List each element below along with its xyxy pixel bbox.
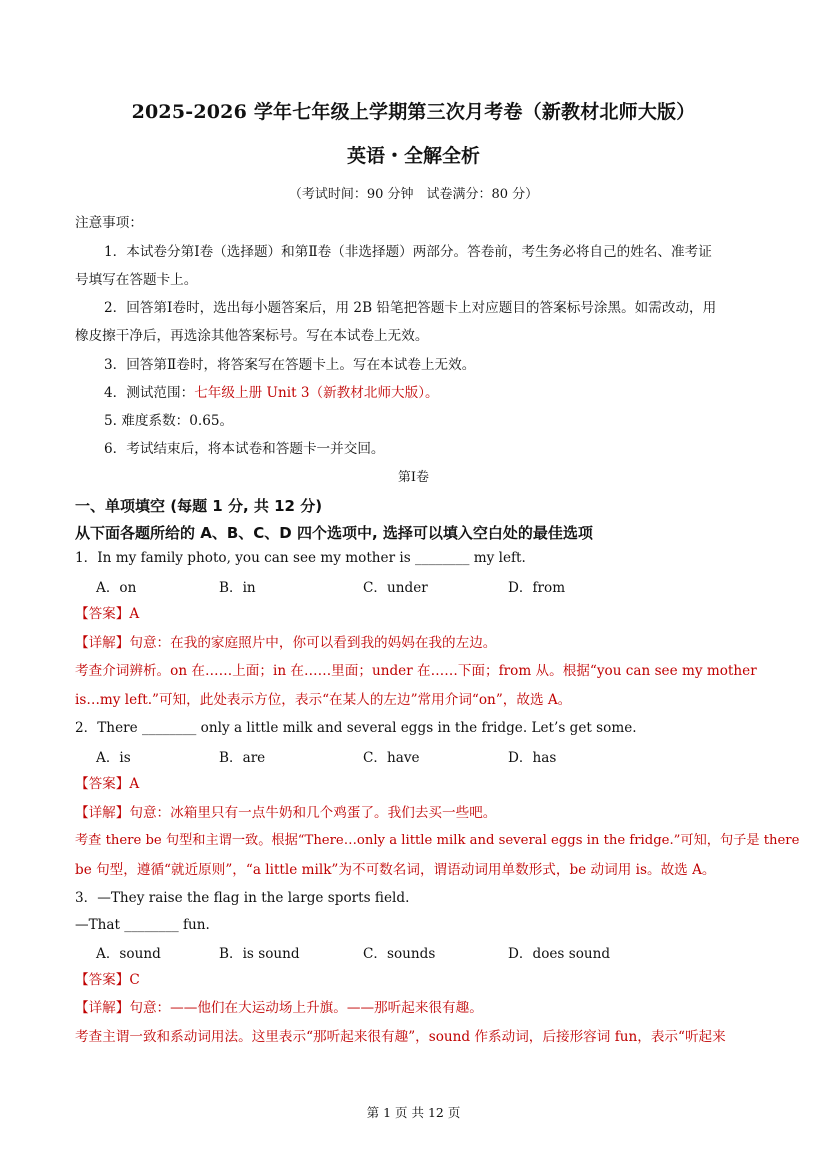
exam-info: （考试时间：90 分钟 试卷满分：80 分） [288, 187, 539, 202]
question-3-stem-reply: —That ________ fun. [75, 917, 210, 933]
note-item-6: 6．考试结束后，将本试卷和答题卡一并交回。 [104, 441, 385, 457]
question-1-explanation-line-1: 考查介词辨析。on 在……上面；in 在……里面；under 在……下面；from 从。根据“you can see my mother [75, 663, 757, 679]
question-2-answer: 【答案】A [75, 776, 140, 792]
notes-heading: 注意事项： [75, 215, 143, 231]
question-3-explanation-line-1: 考查主谓一致和系动词用法。这里表示“那听起来很有趣”，sound 作系动词，后接形容词 fun，表示“听起来 [75, 1029, 726, 1045]
page-title: 2025-2026 学年七年级上学期第三次月考卷（新教材北师大版） [131, 101, 696, 123]
page-number: 第 1 页 共 12 页 [366, 1105, 461, 1120]
question-2-explanation-line-2: be 句型，遵循“就近原则”，“a little milk”为不可数名词，谓语动词用单数形式，be 动词用 is。故选 A。 [75, 862, 716, 878]
question-1-stem: 1．In my family photo, you can see my mother is ________ my left. [75, 550, 526, 566]
note-item-4-prefix: 4．测试范围： [104, 385, 195, 401]
question-2-detail: 【详解】句意：冰箱里只有一点牛奶和几个鸡蛋了。我们去买一些吧。 [75, 805, 497, 821]
question-3-answer: 【答案】C [75, 972, 140, 988]
question-1-answer: 【答案】A [75, 606, 140, 622]
question-2-option-a: A．is [96, 750, 131, 766]
question-3-option-d: D．does sound [508, 946, 611, 962]
question-2-stem: 2．There ________ only a little milk and several eggs in the fridge. Let’s get some. [75, 720, 637, 736]
note-item-1-line-2: 号填写在答题卡上。 [75, 272, 198, 288]
question-1-detail: 【详解】句意：在我的家庭照片中，你可以看到我的妈妈在我的左边。 [75, 635, 497, 651]
section-instruction: 从下面各题所给的 A、B、C、D 四个选项中, 选择可以填入空白处的最佳选项 [75, 524, 593, 542]
question-2-explanation-line-1: 考查 there be 句型和主谓一致。根据“There…only a little milk and several eggs in the fridge.”可知，句子是 there [75, 833, 800, 848]
question-3-option-b: B．is sound [219, 946, 300, 962]
note-item-3: 3．回答第Ⅱ卷时，将答案写在答题卡上。写在本试卷上无效。 [104, 357, 476, 373]
page-subtitle: 英语・全解全析 [346, 145, 480, 167]
question-2-option-b: B．are [219, 750, 266, 766]
question-3-detail: 【详解】句意：——他们在大运动场上升旗。——那听起来很有趣。 [75, 1000, 483, 1016]
question-1-option-a: A．on [96, 580, 137, 596]
question-1-option-c: C．under [363, 580, 428, 596]
test-scope: 七年级上册 Unit 3（新教材北师大版）。 [194, 385, 439, 401]
question-3-option-a: A．sound [96, 946, 161, 962]
question-3-stem: 3．—They raise the flag in the large sports field. [75, 890, 410, 906]
question-2-option-d: D．has [508, 750, 557, 766]
note-item-4 [0, 383, 827, 403]
note-item-2-line-1: 2．回答第Ⅰ卷时，选出每小题答案后，用 2B 铅笔把答题卡上对应题目的答案标号涂黑。如需改动，用 [104, 300, 717, 316]
question-1-option-b: B．in [219, 580, 256, 596]
note-item-5: 5. 难度系数：0.65。 [104, 413, 234, 429]
question-1-explanation-line-2: is…my left.”可知，此处表示方位，表示“在某人的左边”常用介词“on”，故选 A。 [75, 692, 572, 708]
question-1-option-d: D．from [508, 580, 566, 596]
section-heading: 一、单项填空 (每题 1 分, 共 12 分) [75, 497, 323, 515]
question-3-option-c: C．sounds [363, 946, 436, 962]
part-label: 第Ⅰ卷 [397, 470, 430, 485]
note-item-2-line-2: 橡皮擦干净后，再选涂其他答案标号。写在本试卷上无效。 [75, 328, 429, 344]
note-item-1-line-1: 1．本试卷分第Ⅰ卷（选择题）和第Ⅱ卷（非选择题）两部分。答卷前，考生务必将自己的姓名、准考证 [104, 244, 712, 260]
question-2-option-c: C．have [363, 750, 420, 766]
